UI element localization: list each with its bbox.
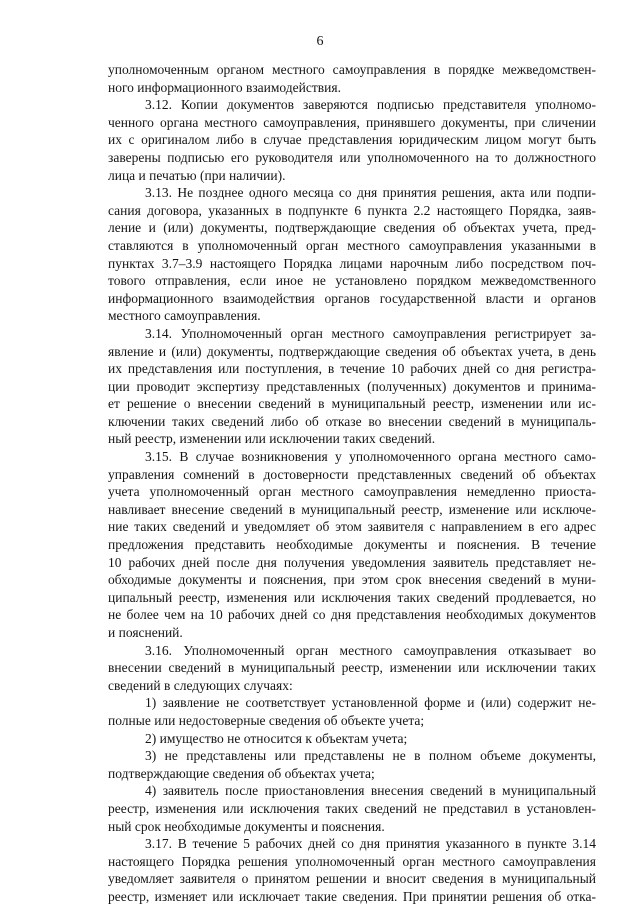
text-line: 3.12. Копии документов заверяются подписью представителя уполномо- — [145, 97, 596, 113]
text-line: явление и (или) документы, подтверждающие сведения об объектах учета, в день — [108, 343, 596, 359]
text-line: настоящего Порядка решения уполномоченный орган местного самоуправления — [108, 853, 596, 869]
text-line: пунктах 3.7–3.9 настоящего Порядка лицами нарочным либо посредством поч- — [108, 255, 596, 271]
text-line: уполномоченным органом местного самоуправления в порядке межведомствен- — [108, 62, 596, 77]
text-line: полные или недостоверные сведения об объекте учета; — [108, 712, 425, 728]
text-line: не более чем на 10 рабочих дней со дня представления необходимых документов — [108, 607, 596, 623]
text-line: 2) имущество не относится к объектам учета; — [145, 730, 408, 746]
text-line: реестр, изменяет или исключает такие сведения. При принятии решения об отка- — [108, 888, 596, 904]
text-line: ет решение о внесении сведений в муниципальный реестр, изменении или ис- — [108, 396, 596, 412]
text-line: 3) не представлены или представлены не в полном объеме документы, — [145, 748, 596, 764]
text-line: информационного взаимодействия органов государственной власти и органов — [108, 290, 596, 306]
text-line: 10 рабочих дней после дня получения уведомления заявитель представляет не- — [108, 554, 596, 570]
text-line: заверены подписью его руководителя или уполномоченного на то должностного — [108, 149, 596, 165]
text-line: учета уполномоченный орган местного самоуправления немедленно приоста- — [108, 484, 596, 500]
text-line: тового отправления, если иное не установлено порядком межведомственного — [108, 273, 596, 289]
text-line: ние таких сведений и уведомляет об этом заявителя с направлением в его адрес — [108, 519, 596, 535]
text-line: 3.15. В случае возникновения у уполномоченного органа местного само- — [145, 449, 596, 465]
text-line: 3.16. Уполномоченный орган местного самоуправления отказывает во — [145, 642, 596, 658]
text-line: 1) заявление не соответствует установленной форме и (или) содержит не- — [145, 695, 596, 711]
text-line: 3.14. Уполномоченный орган местного самоуправления регистрирует за- — [145, 325, 596, 341]
text-line: ление и (или) документы, подтверждающие сведения об объектах учета, пред- — [108, 220, 596, 236]
text-line: сведений в следующих случаях: — [108, 677, 293, 693]
text-line: 4) заявитель после приостановления внесения сведений в муниципальный — [145, 783, 596, 799]
text-line: ции проводит экспертизу представленных (полученных) документов и принима- — [108, 378, 596, 394]
text-line: управления сомнений в достоверности представленных сведений об объектах — [108, 466, 596, 482]
text-line: их представления или поступления, в течение 10 рабочих дней со дня регистра- — [108, 361, 596, 377]
text-line: их с оригиналом либо в случае представления юридическим лицом могут быть — [108, 132, 596, 148]
text-line: и пояснений. — [108, 625, 183, 640]
text-line: ный срок необходимые документы и пояснения. — [108, 818, 385, 834]
text-line: 3.17. В течение 5 рабочих дней со дня принятия указанного в пункте 3.14 — [145, 836, 596, 852]
text-line: ного информационного взаимодействия. — [108, 79, 341, 95]
document-body — [108, 61, 596, 906]
text-line: ченного органа местного самоуправления, принявшего документы, при сличении — [108, 114, 596, 130]
text-line: обходимые документы и пояснения, при этом срок внесения сведений в муни- — [108, 572, 596, 588]
text-line: местного самоуправления. — [108, 308, 261, 324]
text-line: предложения представить необходимые документы и пояснения. В течение — [108, 537, 596, 553]
text-line: навливает внесение сведений в муниципальный реестр, изменение или исключе- — [108, 501, 596, 517]
text-line: подтверждающие сведения об объектах учета; — [108, 765, 375, 781]
text-line: 3.13. Не позднее одного месяца со дня принятия решения, акта или подпи- — [145, 185, 596, 201]
text-line: ципальный реестр, изменения или исключения таких сведений продлевается, но — [108, 589, 596, 605]
text-line: реестр, изменения или исключения таких сведений не представил в установлен- — [108, 800, 596, 816]
text-line: сания договора, указанных в подпункте 6 пункта 2.2 настоящего Порядка, заяв- — [108, 202, 596, 218]
text-line: уведомляет заявителя о принятом решении и вносит сведения в муниципальный — [108, 871, 596, 887]
text-line: внесении сведений в муниципальный реестр, изменении или исключении таких — [108, 660, 596, 676]
text-line: ключении таких сведений либо об отказе во внесении сведений в муниципаль- — [108, 413, 596, 429]
page-number: 6 — [316, 34, 324, 49]
text-line: лица и печатью (при наличии). — [108, 167, 286, 183]
text-line: ставляются в уполномоченный орган местного самоуправления указанными в — [108, 237, 596, 253]
text-line: ный реестр, изменении или исключении таких сведений. — [108, 431, 436, 447]
